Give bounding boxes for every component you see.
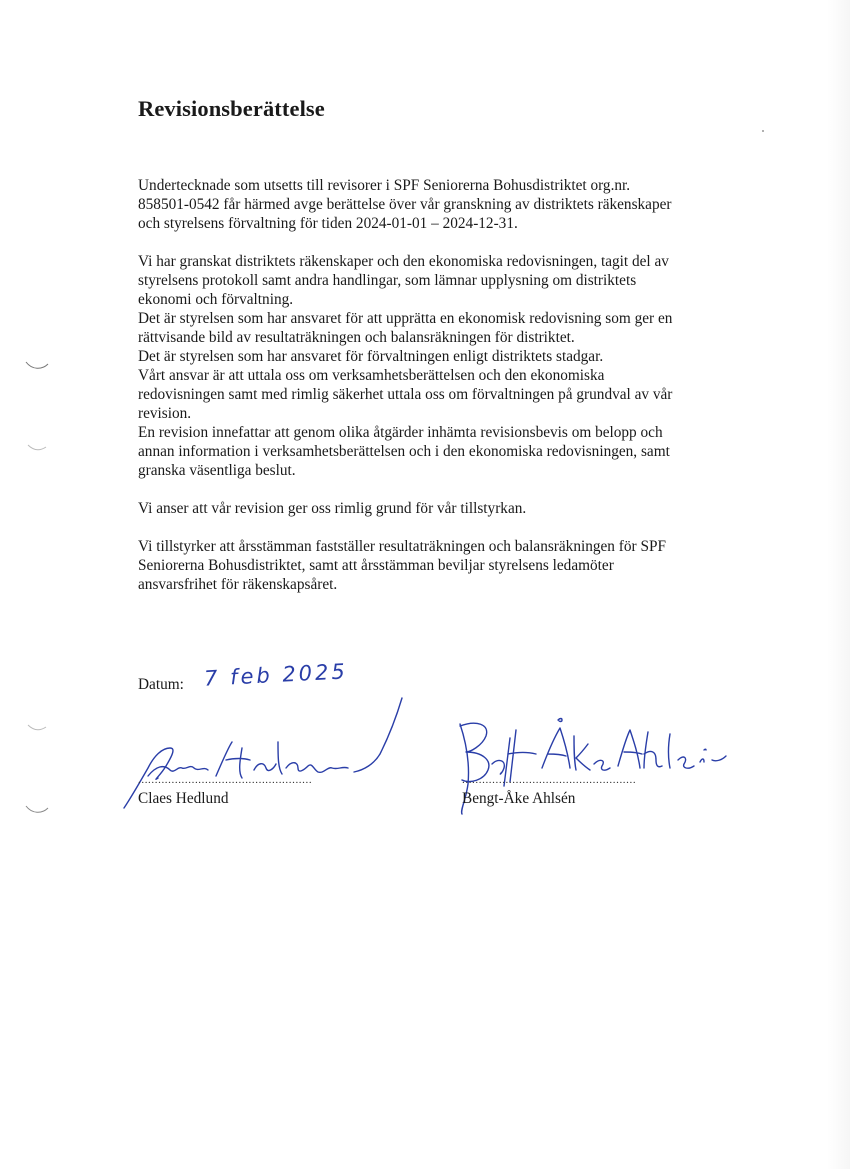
binder-hole-mark [24,442,50,454]
binder-hole-mark [24,722,50,734]
document-title: Revisionsberättelse [138,96,325,121]
document-body [138,176,728,594]
paragraph-gap [138,480,728,499]
scan-shadow-edge [826,0,850,1169]
body-text-line: granska väsentliga beslut. [138,462,296,479]
body-text-line: redovisningen samt med rimlig säkerhet uttala oss om förvaltningen på grundval av vår [138,386,673,403]
scan-speck [762,130,764,132]
signature-line-2: .................................................... [462,774,637,786]
body-text-line: Det är styrelsen som har ansvaret för förvaltningen enligt distriktets stadgar. [138,348,604,365]
signatory-name-1: Claes Hedlund [138,790,229,807]
paragraph-gap [138,233,728,252]
body-text-line: styrelsens protokoll samt andra handlingar, som lämnar upplysning om distriktets [138,272,637,289]
body-text-line: Det är styrelsen som har ansvaret för att upprätta en ekonomisk redovisning som ger en [138,310,673,327]
body-text-line: ekonomi och förvaltning. [138,291,294,308]
binder-hole-mark [24,804,50,816]
signatory-name-2: Bengt-Åke Ahlsén [462,790,576,807]
datum-label: Datum: [138,676,184,693]
paragraph-gap [138,518,728,537]
signature-line-1: .................................................... [138,774,313,786]
body-text-line: annan information i verksamhetsberättelsen och i den ekonomiska redovisningen, samt [138,443,670,460]
handwritten-date: 7 feb 2025 [203,659,349,691]
body-text-line: ansvarsfrihet för räkenskapsåret. [138,576,338,593]
body-text-line: Vi anser att vår revision ger oss rimlig grund för vår tillstyrkan. [138,500,527,517]
binder-hole-mark [24,360,50,372]
body-text-line: En revision innefattar att genom olika åtgärder inhämta revisionsbevis om belopp och [138,424,663,441]
body-text-line: Seniorerna Bohusdistriktet, samt att årsstämman beviljar styrelsens ledamöter [138,557,614,574]
body-text-line: 858501-0542 får härmed avge berättelse över vår granskning av distriktets räkenskaper [138,196,672,213]
body-text-line: rättvisande bild av resultaträkningen och balansräkningen för distriktet. [138,329,575,346]
body-text-line: Vårt ansvar är att uttala oss om verksamhetsberättelsen och den ekonomiska [138,367,605,384]
body-text-line: Undertecknade som utsetts till revisorer i SPF Seniorerna Bohusdistriktet org.nr. [138,177,631,194]
body-text-line: Vi har granskat distriktets räkenskaper och den ekonomiska redovisningen, tagit del av [138,253,669,270]
body-text-line: Vi tillstyrker att årsstämman fastställer resultaträkningen och balansräkningen för SPF [138,538,666,555]
body-text-line: revision. [138,405,192,422]
body-text-line: och styrelsens förvaltning för tiden 2024-01-01 – 2024-12-31. [138,215,518,232]
